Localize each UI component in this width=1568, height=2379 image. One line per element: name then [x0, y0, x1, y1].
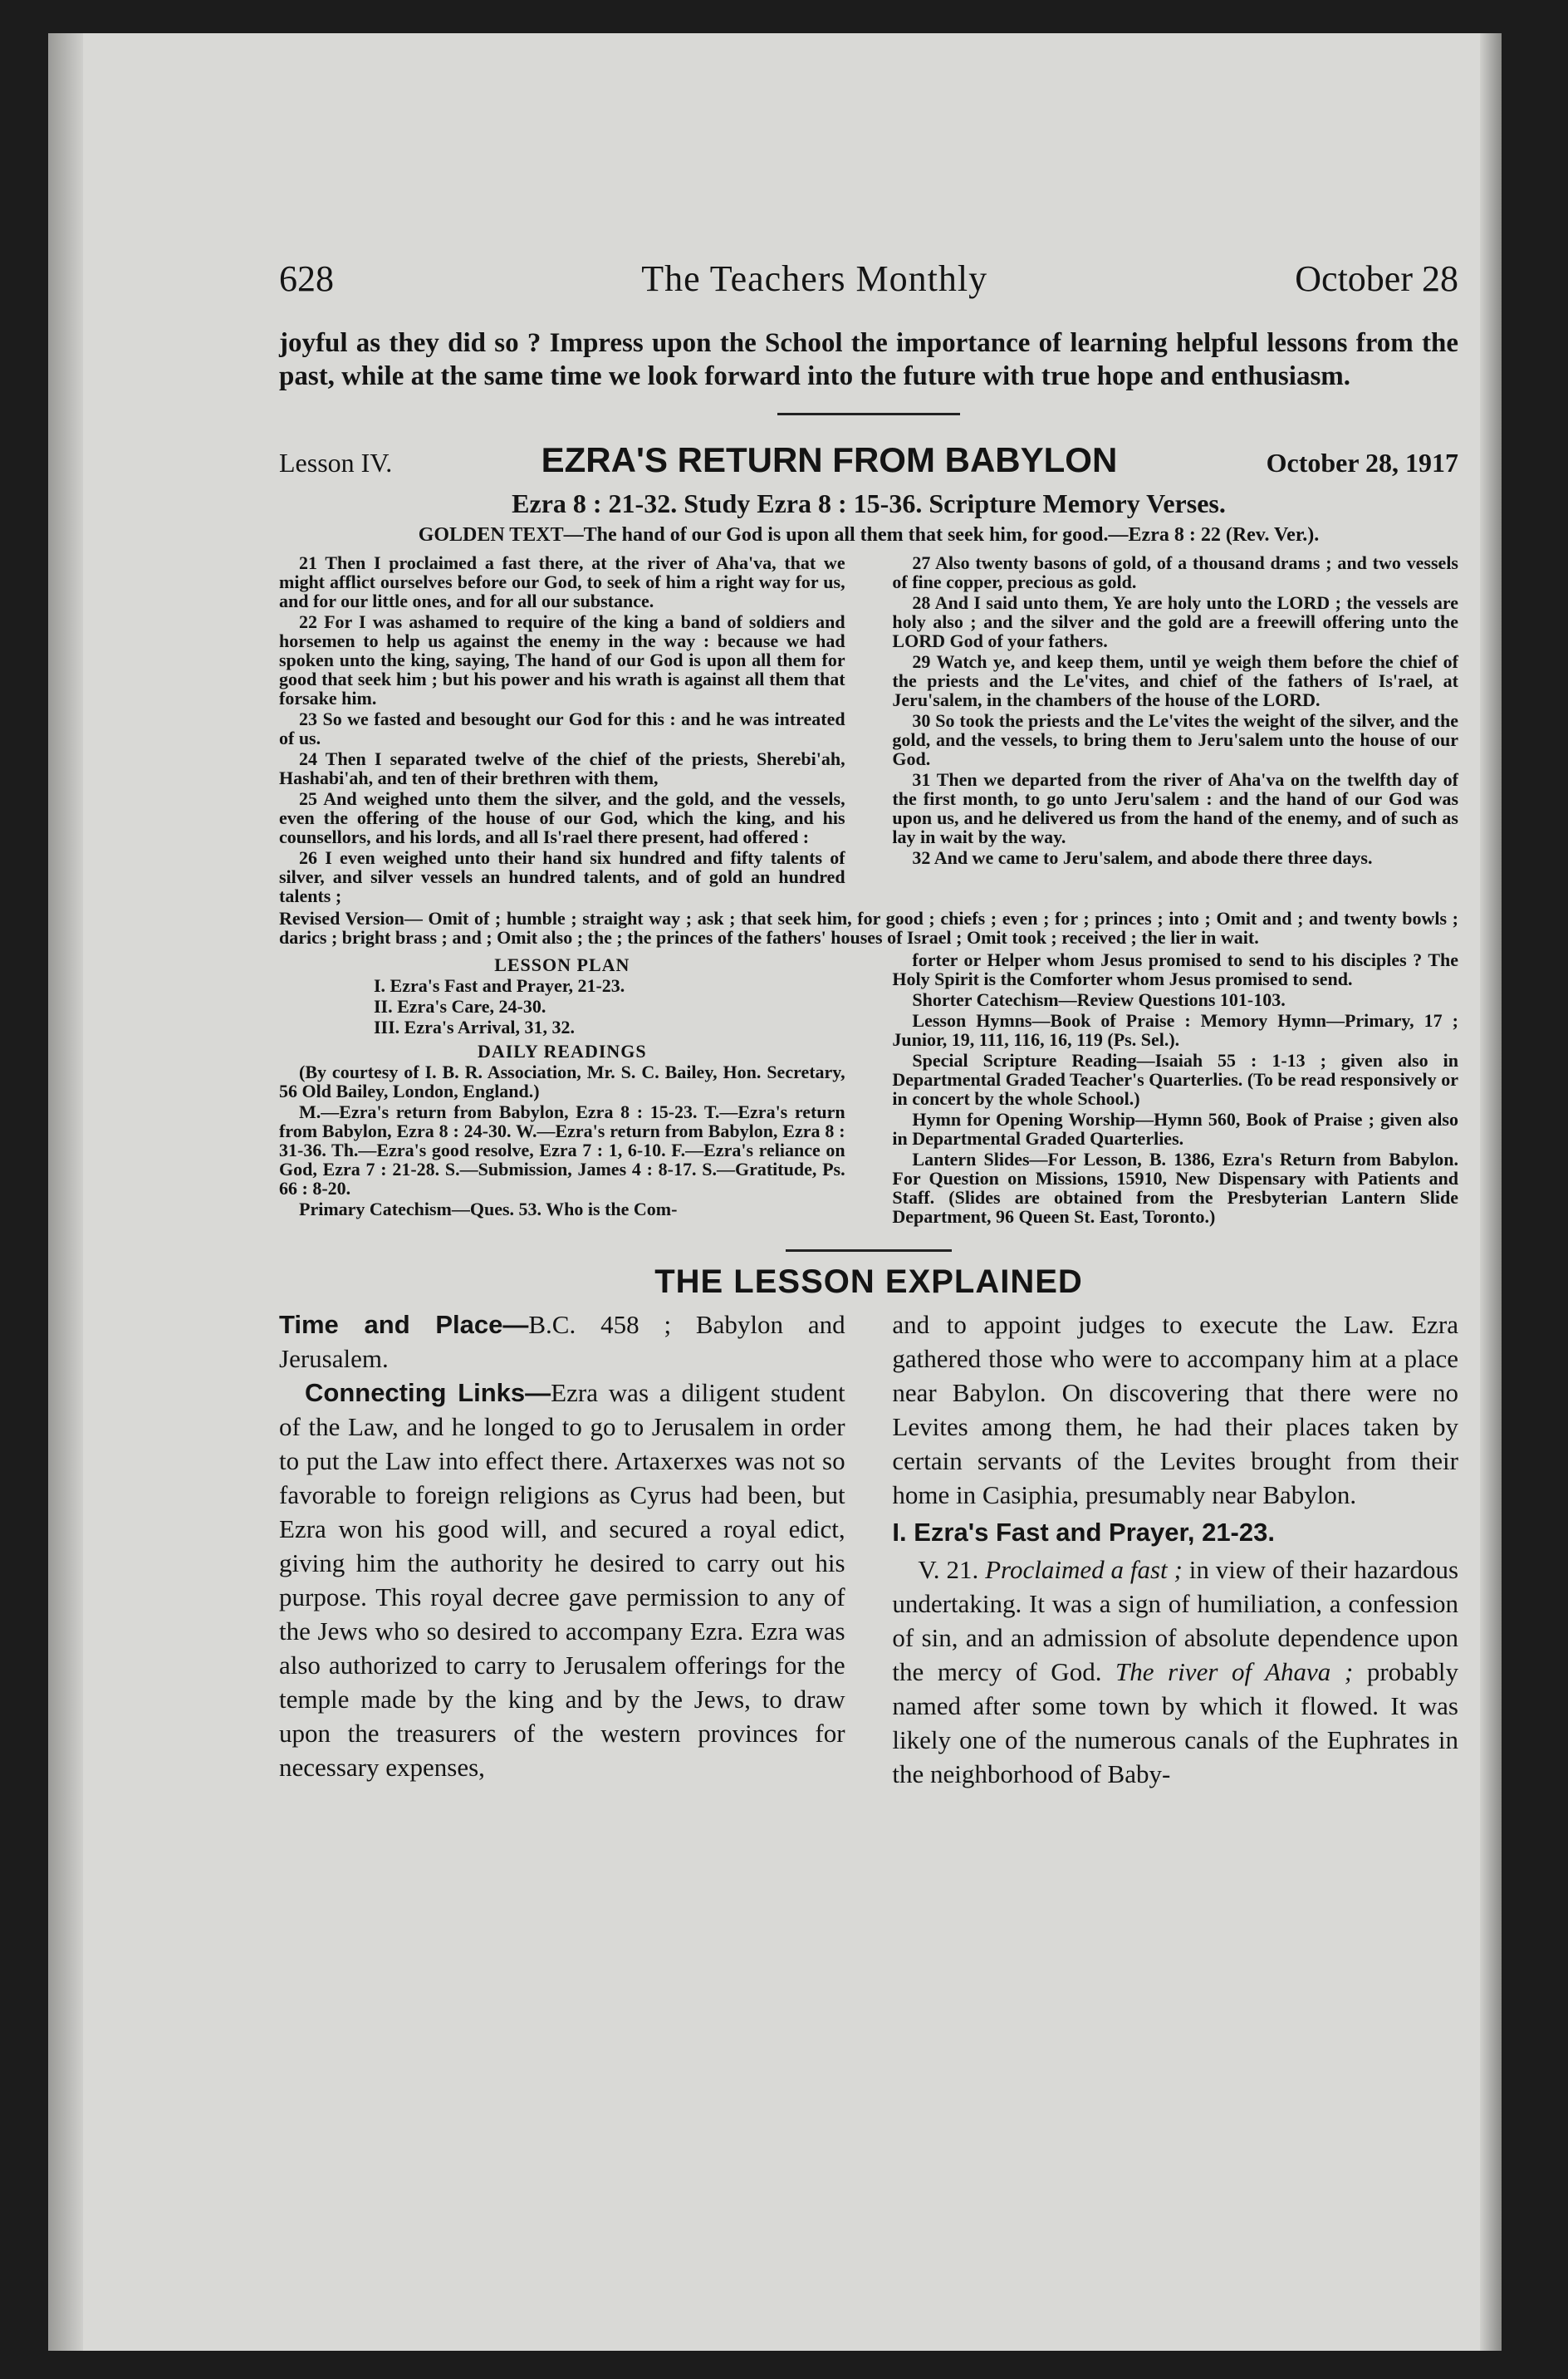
section-heading: I. Ezra's Fast and Prayer, 21-23. [892, 1518, 1275, 1547]
explained-right-column [892, 1307, 1458, 1791]
scripture-left-column [279, 553, 845, 907]
lesson-plan-heading: LESSON PLAN [494, 954, 630, 975]
lesson-title: EZRA'S RETURN FROM BABYLON [541, 440, 1118, 479]
verse: 27 Also twenty basons of gold, of a thousand drams ; and two vessels of fine copper, precious as gold. [892, 552, 1458, 592]
ahava-phrase: The river of Ahava ; [1115, 1657, 1354, 1686]
daily-readings-courtesy: (By courtesy of I. B. R. Association, Mr. S. C. Bailey, Hon. Secretary, 56 Old Bailey, London, England.) [279, 1062, 845, 1101]
scripture-right-column [892, 553, 1458, 907]
page-right-edge [1480, 33, 1502, 2351]
lesson-aids-right [892, 950, 1458, 1228]
daily-readings-heading: DAILY READINGS [477, 1041, 647, 1062]
journal-title: The Teachers Monthly [641, 258, 988, 299]
golden-text: GOLDEN TEXT—The hand of our God is upon all them that seek him, for good.—Ezra 8 : 22 (Rev. Ver.). [418, 524, 1320, 546]
verse: 24 Then I separated twelve of the chief of the priests, Sherebi'ah, Hashabi'ah, and ten of their brethren with them, [279, 748, 845, 788]
opening-worship-hymn: Hymn for Opening Worship—Hymn 560, Book of Praise ; given also in Departmental Graded Quarterlies. [892, 1109, 1458, 1149]
scanned-page [48, 33, 1502, 2351]
verse: 21 Then I proclaimed a fast there, at the river of Aha'va, that we might afflict ourselves before our God, to seek of him a right way for us, and for our little ones, and for all our substance. [279, 552, 845, 611]
primary-catechism: Primary Catechism—Ques. 53. Who is the Com- [299, 1199, 678, 1219]
daily-readings-list: M.—Ezra's return from Babylon, Ezra 8 : 15-23. T.—Ezra's return from Babylon, Ezra 8 : 24-30. W.—Ezra's return from Babylon, Ezra 8 : 31-36. Th.—Ezra's good resolve, Ezra 7 : 1, 6-10. F.—Ezra's reliance on God, Ezra 7 : 21-28. S.—Submission, James 4 : 8-17. S.—Gratitude, Ps. 66 : 8-20. [279, 1101, 845, 1199]
running-header [279, 258, 1458, 300]
lesson-aids [279, 950, 1458, 1228]
header-date: October 28 [1295, 258, 1458, 299]
verse: 29 Watch ye, and keep them, until ye weigh them before the chief of the priests and the Le'vites, and chief of the fathers of Is'rael, at Jeru'salem, in the chambers of the house of the LORD. [892, 651, 1458, 710]
verse: 26 I even weighed unto their hand six hundred and fifty talents of silver, and silver vessels an hundred talents, and of gold an hundred talents ; [279, 847, 845, 906]
time-place-text: B.C. 458 ; Babylon and Jerusalem. [279, 1310, 845, 1373]
lesson-plan-item: III. Ezra's Arrival, 31, 32. [374, 1017, 575, 1037]
links-text: Ezra was a diligent student of the Law, and he longed to go to Jerusalem in order to put the Law into effect there. Artaxerxes was not so favorable to foreign religions as Cyrus had been, but Ezra won his good will, and secured a royal edict, giving him the authority he desired to carry out his purpose. This royal decree gave permission to any of the Jews who so desired to accompany Ezra. Ezra was also authorized to carry to Jerusalem offerings for the temple made by the king and by the Jews, to draw upon the treasurers of the western provinces for necessary expenses, [279, 1378, 845, 1782]
book-spine-edge [48, 33, 83, 2351]
page-number: 628 [279, 258, 334, 299]
time-and-place [279, 1307, 845, 1376]
verse: 31 Then we departed from the river of Aha'va on the twelfth day of the first month, to go unto Jeru'salem : and the hand of our God was upon us, and he delivered us from the hand of the enemy, and of such as lay in wait by the way. [892, 769, 1458, 847]
scripture-passage [279, 553, 1458, 907]
verse: 22 For I was ashamed to require of the king a band of soldiers and horsemen to help us against the enemy in the way : because we had spoken unto the king, saying, The hand of our God is upon all them for good that seek him ; but his power and his wrath is against all them that forsake him. [279, 611, 845, 709]
lesson-number: Lesson IV. [279, 448, 393, 478]
verse-21-note [892, 1552, 1458, 1791]
lantern-slides: Lantern Slides—For Lesson, B. 1386, Ezra's Return from Babylon. For Question on Missions, 15910, New Dispensary with Patients and Staff. (Slides are obtained from the Presbyterian Lantern Slide Department, 96 Queen St. East, Toronto.) [892, 1149, 1458, 1227]
links-label: Connecting Links— [305, 1378, 551, 1407]
verse-label: V. 21. [918, 1555, 979, 1584]
revised-version-notes: Revised Version— Omit of ; humble ; straight way ; ask ; that seek him, for good ; chiefs ; even ; for ; princes ; into ; Omit and ; and twenty bowls ; darics ; bright brass ; and ; Omit also ; the ; the princes of the fathers' houses of Israel ; Omit took ; received ; the lier in wait. [279, 908, 1458, 948]
connecting-links [279, 1376, 845, 1784]
lesson-heading [279, 440, 1458, 480]
lesson-explained-heading: THE LESSON EXPLAINED [654, 1263, 1083, 1300]
ahava-note-text: probably named after some town by which it flowed. It was likely one of the numerous canals of the Euphrates in the neighborhood of Baby- [892, 1657, 1459, 1788]
verse: 32 And we came to Jeru'salem, and abode there three days. [912, 847, 1373, 868]
divider [777, 413, 960, 415]
lesson-hymns: Lesson Hymns—Book of Praise : Memory Hymn—Primary, 17 ; Junior, 19, 111, 116, 16, 119 (Ps. Sel.). [892, 1010, 1458, 1050]
shorter-catechism: Shorter Catechism—Review Questions 101-103. [912, 989, 1286, 1010]
special-scripture-reading: Special Scripture Reading—Isaiah 55 : 1-13 ; given also in Departmental Graded Teacher's Quarterlies. (To be read responsively or in concert by the whole School.) [892, 1050, 1458, 1109]
verse-note-text: in view of their hazardous undertaking. It was a sign of humiliation, a confession of sin, and an admission of absolute dependence upon the mercy of God. [892, 1555, 1459, 1686]
lesson-aids-left [279, 950, 845, 1228]
connecting-links-continued: and to appoint judges to execute the Law. Ezra gathered those who were to accompany him at a place near Babylon. On discovering that there were no Levites among them, he had their places taken by certain servants of the Levites brought from their home in Casiphia, presumably near Babylon. [892, 1310, 1458, 1509]
lesson-plan-item: II. Ezra's Care, 24-30. [374, 996, 546, 1017]
verse-phrase: Proclaimed a fast ; [985, 1555, 1183, 1584]
lesson-explained-body [279, 1307, 1458, 1791]
lesson-plan-item: I. Ezra's Fast and Prayer, 21-23. [374, 975, 625, 996]
lesson-reference: Ezra 8 : 21-32. Study Ezra 8 : 15-36. Scripture Memory Verses. [512, 488, 1226, 518]
catechism-continued: forter or Helper whom Jesus promised to send to his disciples ? The Holy Spirit is the Comforter whom Jesus promised to send. [892, 949, 1458, 989]
lesson-date: October 28, 1917 [1266, 448, 1458, 478]
explained-left-column [279, 1307, 845, 1791]
verse: 25 And weighed unto them the silver, and the gold, and the vessels, even the offering of the house of our God, which the king, and his counsellors, and his lords, and all Is'rael there present, had offered : [279, 788, 845, 847]
divider [786, 1249, 952, 1252]
time-place-label: Time and Place— [279, 1310, 529, 1339]
intro-paragraph: joyful as they did so ? Impress upon the School the importance of learning helpful lessons from the past, while at the same time we look forward into the future with true hope and enthusiasm. [279, 328, 1458, 391]
page-content [279, 258, 1458, 1791]
verse: 28 And I said unto them, Ye are holy unto the LORD ; the vessels are holy also ; and the silver and the gold are a freewill offering unto the LORD God of your fathers. [892, 592, 1458, 651]
verse: 23 So we fasted and besought our God for this : and he was intreated of us. [279, 709, 845, 748]
verse: 30 So took the priests and the Le'vites the weight of the silver, and the gold, and the vessels, to bring them to Jeru'salem unto the house of our God. [892, 710, 1458, 769]
